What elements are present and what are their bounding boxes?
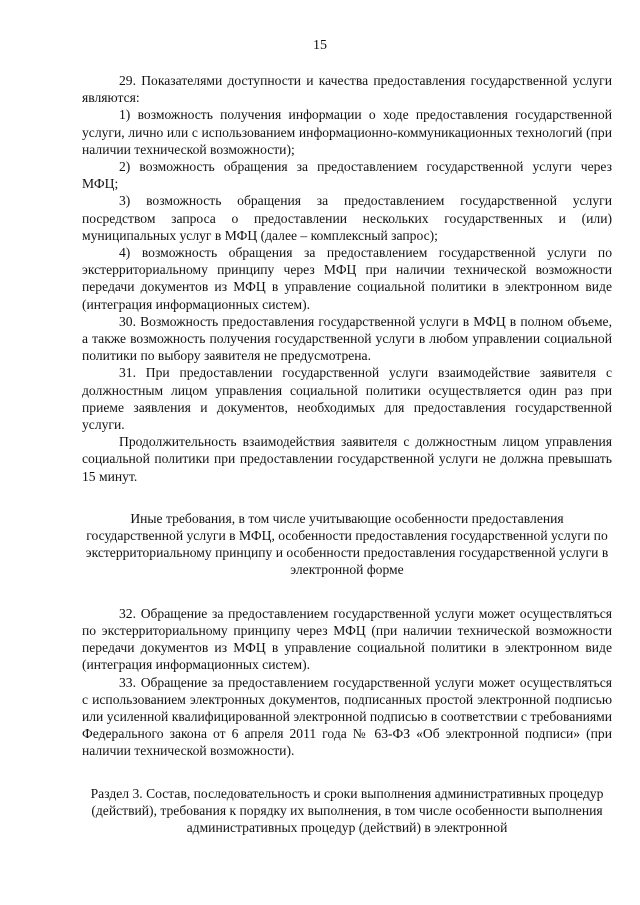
page-number: 15 <box>313 38 327 53</box>
document-body <box>82 72 612 836</box>
paragraph-33: 33. Обращение за предоставлением государственной услуги может осуществляться с использованием электронных документов, подписанных простой электронной подписью или усиленной квалифицированной электронной подписью в соответствии с требованиями Федерального закона от 6 апреля 2011 года № 63-ФЗ «Об электронной подписи» (при наличии технической возможности). <box>82 674 612 759</box>
paragraph-29-item-3: 3) возможность обращения за предоставлением государственной услуги посредством запроса о предоставлении нескольких государственных и (или) муниципальных услуг в МФЦ (далее – комплексный запрос); <box>82 193 612 243</box>
paragraph-31-duration: Продолжительность взаимодействия заявителя с должностным лицом управления социальной политики при предоставлении государственной услуги не должна превышать 15 минут. <box>82 434 612 484</box>
paragraph-32: 32. Обращение за предоставлением государственной услуги может осуществляться по экстерриториальному принципу через МФЦ (при наличии технической возможности передачи документов из МФЦ в управление социальной политики в электронном виде (интеграция информационных систем). <box>82 605 612 673</box>
paragraph-31: 31. При предоставлении государственной услуги взаимодействие заявителя с должностным лицом управления социальной политики осуществляется один раз при приеме заявления и документов, необходимых для предоставления государственной услуги. <box>82 365 612 433</box>
section-3-heading: Раздел 3. Состав, последовательность и сроки выполнения административных процедур (действий), требования к порядку их выполнения, в том числе особенности выполнения административных процедур (действий) в электронной <box>90 785 604 835</box>
paragraph-30: 30. Возможность предоставления государственной услуги в МФЦ в полном объеме, а также возможность получения государственной услуги в любом управлении социальной политики по выбору заявителя не предусмотрена. <box>82 313 612 364</box>
paragraph-29-item-1: 1) возможность получения информации о ходе предоставления государственной услуги, лично или с использованием информационно-коммуникационных технологий (при наличии технической возможности); <box>82 107 612 157</box>
heading-other-requirements: Иные требования, в том числе учитывающие особенности предоставления государственной услуги в МФЦ, особенности предоставления государственной услуги по экстерриториальному принципу и особенности предоставления государственной услуги в электронной форме <box>85 510 609 578</box>
paragraph-29-item-2: 2) возможность обращения за предоставлением государственной услуги через МФЦ; <box>82 159 612 192</box>
paragraph-29-item-4: 4) возможность обращения за предоставлением государственной услуги по экстерриториальному принципу через МФЦ при наличии технической возможности передачи документов из МФЦ в управление социальной политики в электронном виде (интеграция информационных систем). <box>82 245 612 312</box>
paragraph-29: 29. Показателями доступности и качества предоставления государственной услуги являются: <box>82 73 612 106</box>
